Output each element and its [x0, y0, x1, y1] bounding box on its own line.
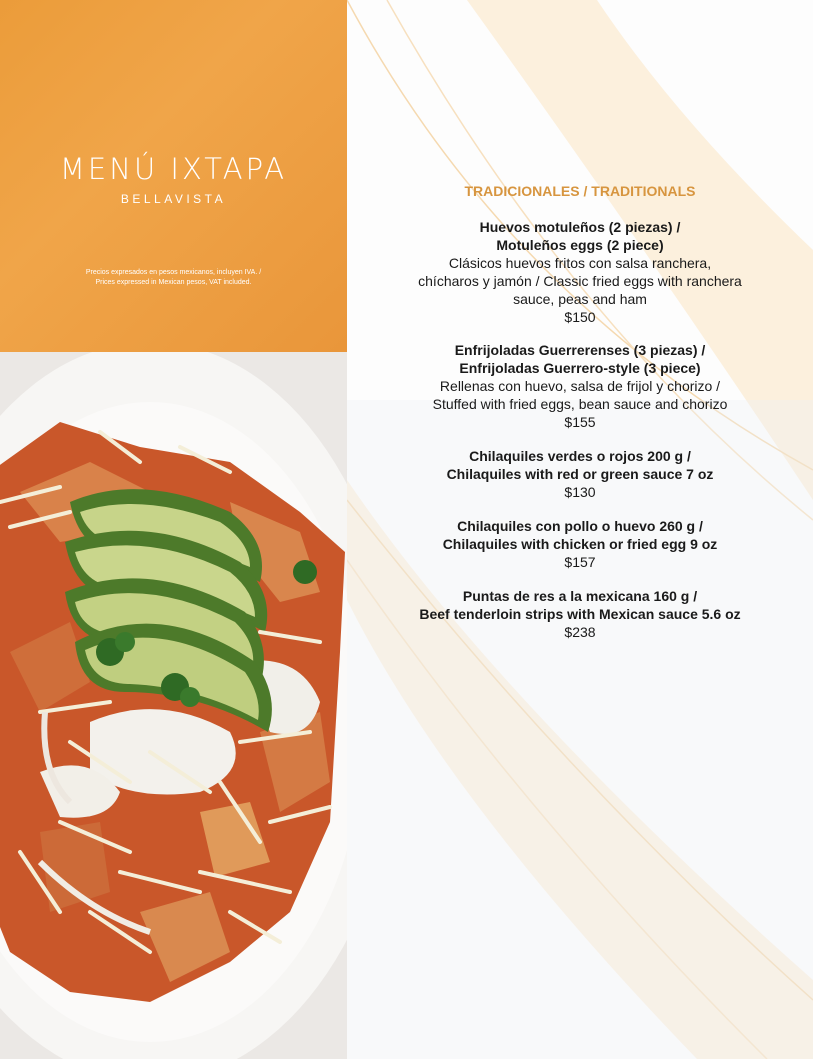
header-panel [0, 0, 347, 352]
menu-item [367, 587, 793, 641]
item-name: Puntas de res a la mexicana 160 g / [462, 588, 698, 604]
menu-item [367, 218, 793, 326]
item-name: Motuleños eggs (2 piece) [496, 237, 664, 253]
item-description: Stuffed with fried eggs, bean sauce and chorizo [432, 396, 728, 412]
item-name: Enfrijoladas Guerrerenses (3 piezas) / [454, 342, 706, 358]
price-note [40, 268, 307, 288]
item-description: sauce, peas and ham [513, 291, 647, 307]
item-price: $130 [564, 484, 596, 500]
restaurant-name: BELLAVISTA [120, 192, 227, 206]
menu-item [367, 517, 793, 571]
item-name: Chilaquiles verdes o rojos 200 g / [469, 448, 691, 464]
item-name: Chilaquiles con pollo o huevo 260 g / [457, 518, 703, 534]
item-description: chícharos y jamón / Classic fried eggs with ranchera [418, 273, 742, 289]
menu-title: MENÚ IXTAPA [59, 152, 288, 186]
item-price: $238 [564, 624, 596, 640]
menu-item [367, 341, 793, 431]
item-name: Enfrijoladas Guerrero-style (3 piece) [459, 360, 701, 376]
menu-panel [347, 0, 813, 1059]
item-name: Chilaquiles with chicken or fried egg 9 oz [442, 536, 718, 552]
price-note-line: Prices expressed in Mexican pesos, VAT included. [95, 279, 252, 286]
item-name: Huevos motuleños (2 piezas) / [479, 219, 681, 235]
price-note-line: Precios expresados en pesos mexicanos, incluyen IVA. / [85, 269, 262, 276]
chilaquiles-photo [0, 352, 347, 1059]
section-title: TRADICIONALES / TRADITIONALS [464, 183, 696, 199]
item-name: Chilaquiles with red or green sauce 7 oz [446, 466, 714, 482]
item-price: $150 [564, 309, 596, 325]
item-price: $155 [564, 414, 596, 430]
item-description: Clásicos huevos fritos con salsa ranchera, [448, 255, 712, 271]
food-illustration [0, 352, 347, 1059]
item-description: Rellenas con huevo, salsa de frijol y chorizo / [439, 378, 721, 394]
item-price: $157 [564, 554, 596, 570]
item-name: Beef tenderloin strips with Mexican sauce 5.6 oz [419, 606, 741, 622]
menu-item [367, 447, 793, 501]
